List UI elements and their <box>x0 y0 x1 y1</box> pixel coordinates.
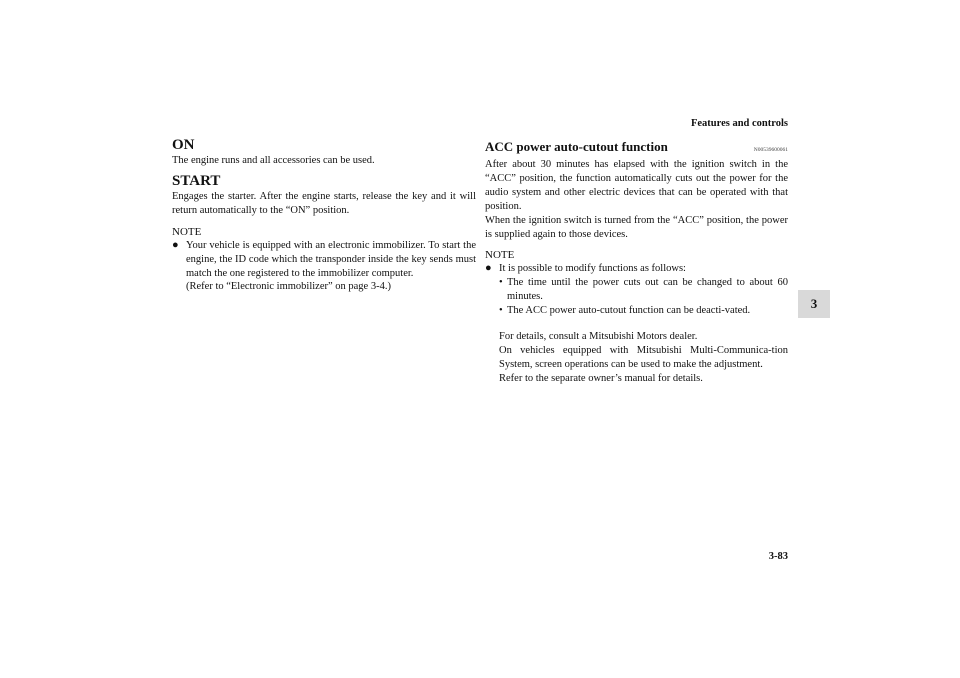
acc-heading: ACC power auto-cutout function <box>485 139 668 154</box>
note-label: NOTE <box>172 225 202 238</box>
start-heading: START <box>172 172 221 189</box>
sub-bullet-icon: • <box>499 277 503 289</box>
bullet-icon: ● <box>172 238 179 251</box>
bullet-icon: ● <box>485 262 492 275</box>
details-line-3: Refer to the separate owner’s manual for details. <box>499 372 703 384</box>
sub-bullet-icon: • <box>499 305 503 317</box>
details-line-2: On vehicles equipped with Mitsubishi Multi-Communica-tion System, screen operations can be used to make the adjustment. <box>499 344 788 370</box>
section-header-title: Features and controls <box>690 118 788 129</box>
reference-code: N00539600061 <box>753 147 788 153</box>
sub-item-text: The time until the power cuts out can be changed to about 60 minutes. <box>507 277 788 303</box>
sub-item-text: The ACC power auto-cutout function can be deacti-vated. <box>507 305 751 317</box>
note-bullet-text: It is possible to modify functions as follows: <box>499 263 686 275</box>
note-label: NOTE <box>485 249 515 262</box>
sub-list-item <box>499 304 788 318</box>
acc-heading-row <box>485 139 788 158</box>
details-line-1: For details, consult a Mitsubishi Motors dealer. <box>499 331 698 343</box>
on-heading: ON <box>172 137 195 153</box>
chapter-tab: 3 <box>798 290 830 318</box>
acc-paragraph-2: When the ignition switch is turned from the “ACC” position, the power is supplied again to those devices. <box>485 214 788 240</box>
page-number: 3-83 <box>768 551 788 562</box>
note-bullet-item <box>172 239 476 295</box>
left-column <box>172 132 476 294</box>
acc-paragraph-1: After about 30 minutes has elapsed with the ignition switch in the “ACC” position, the function automatically cuts out the power for the audio system and other electric devices that can be operated with that position. <box>485 159 788 212</box>
note-bullet-item <box>485 262 788 385</box>
right-column <box>485 132 788 386</box>
on-description: The engine runs and all accessories can be used. <box>172 155 375 166</box>
start-description: Engages the starter. After the engine starts, release the key and it will return automatically to the “ON” position. <box>172 190 476 216</box>
note-bullet-text: Your vehicle is equipped with an electronic immobilizer. To start the engine, the ID code which the transponder inside the key sends must match the one registered to the immobilizer computer. <box>186 239 476 279</box>
note-reference: (Refer to “Electronic immobilizer” on page 3-4.) <box>186 281 391 293</box>
sub-list-item <box>499 276 788 304</box>
